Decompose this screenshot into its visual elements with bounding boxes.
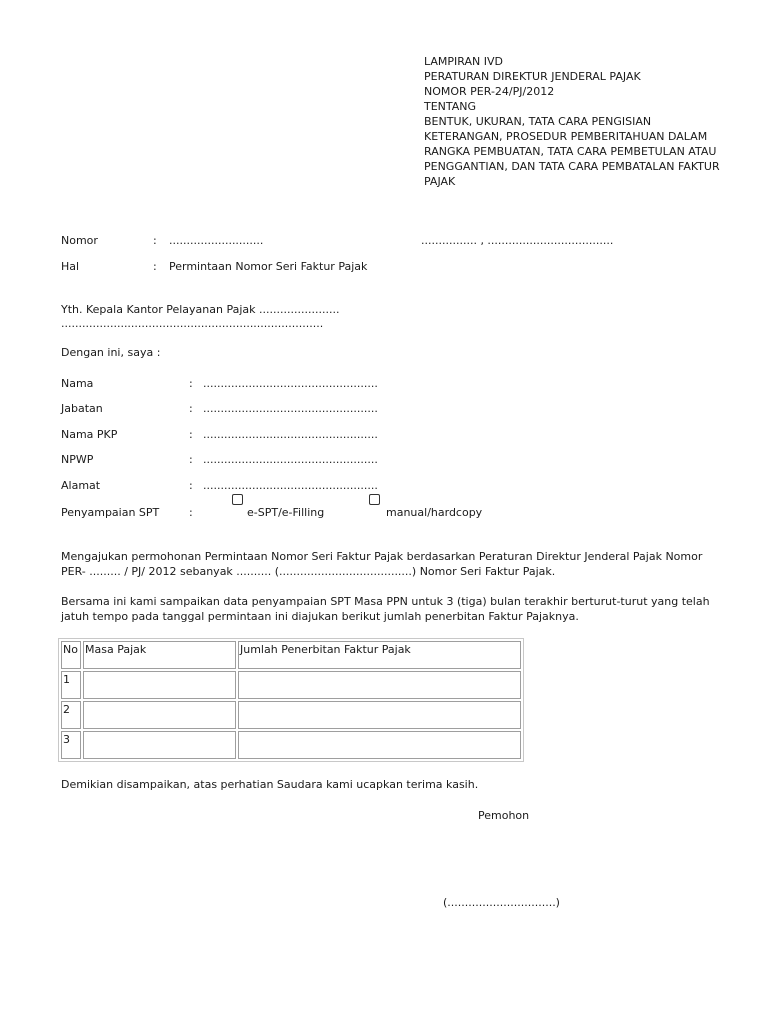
field-label: Jabatan <box>61 402 103 415</box>
header-line: PAJAK <box>424 175 456 188</box>
signature-name-placeholder: (...............................) <box>443 896 560 909</box>
header-cell-jumlah: Jumlah Penerbitan Faktur Pajak <box>238 641 521 669</box>
field-value: .................................................. <box>203 377 378 390</box>
field-label: Nama PKP <box>61 428 118 441</box>
table-row <box>61 731 521 759</box>
table-row <box>61 701 521 729</box>
hal-colon: : <box>153 260 157 273</box>
row-no-cell: 2 <box>61 701 81 729</box>
jumlah-cell[interactable] <box>238 731 521 759</box>
field-value: .................................................. <box>203 453 378 466</box>
intro-text: Dengan ini, saya : <box>61 346 161 359</box>
header-line: PENGGANTIAN, DAN TATA CARA PEMBATALAN FAKTUR <box>424 160 720 173</box>
manual-option-label: manual/hardcopy <box>386 506 483 519</box>
recipient-line: Yth. Kepala Kantor Pelayanan Pajak ....................... <box>61 303 340 316</box>
row-no-cell: 1 <box>61 671 81 699</box>
masa-cell[interactable] <box>83 731 236 759</box>
field-colon: : <box>189 428 193 441</box>
header-line: TENTANG <box>424 100 477 113</box>
espt-checkbox[interactable] <box>232 494 243 505</box>
field-colon: : <box>189 453 193 466</box>
field-colon: : <box>189 479 193 492</box>
field-label: Alamat <box>61 479 101 492</box>
closing-text: Demikian disampaikan, atas perhatian Saudara kami ucapkan terima kasih. <box>61 778 479 791</box>
header-line: PERATURAN DIREKTUR JENDERAL PAJAK <box>424 70 641 83</box>
header-line: LAMPIRAN IVD <box>424 55 503 68</box>
hal-label: Hal <box>61 260 80 273</box>
jumlah-cell[interactable] <box>238 671 521 699</box>
faktur-table <box>58 638 524 762</box>
hal-value: Permintaan Nomor Seri Faktur Pajak <box>169 260 368 273</box>
spt-label: Penyampaian SPT <box>61 506 160 519</box>
table-row <box>61 671 521 699</box>
masa-cell[interactable] <box>83 701 236 729</box>
place-date: ................ , .................................... <box>421 234 614 247</box>
header-line: BENTUK, UKURAN, TATA CARA PENGISIAN <box>424 115 652 128</box>
masa-cell[interactable] <box>83 671 236 699</box>
header-line: RANGKA PEMBUATAN, TATA CARA PEMBETULAN ATAU <box>424 145 717 158</box>
nomor-label: Nomor <box>61 234 98 247</box>
signature-title: Pemohon <box>478 809 530 822</box>
field-colon: : <box>189 402 193 415</box>
header-block <box>424 54 754 189</box>
header-line: NOMOR PER-24/PJ/2012 <box>424 85 555 98</box>
nomor-value: ........................... <box>169 234 264 247</box>
request-paragraph: Mengajukan permohonan Permintaan Nomor Seri Faktur Pajak berdasarkan Peraturan Direktur Jenderal Pajak Nomor PER- ......... / PJ/ 2012 sebanyak .......... (......................................) Nomor Seri Faktur Pajak. <box>61 550 703 578</box>
header-cell-no: No <box>61 641 81 669</box>
field-value: .................................................. <box>203 428 378 441</box>
row-no-cell: 3 <box>61 731 81 759</box>
field-label: Nama <box>61 377 94 390</box>
field-value: .................................................. <box>203 402 378 415</box>
nomor-colon: : <box>153 234 157 247</box>
table-header-row <box>61 641 521 669</box>
jumlah-cell[interactable] <box>238 701 521 729</box>
header-line: KETERANGAN, PROSEDUR PEMBERITAHUAN DALAM <box>424 130 708 143</box>
field-colon: : <box>189 377 193 390</box>
field-label: NPWP <box>61 453 94 466</box>
spt-colon: : <box>189 506 193 519</box>
header-cell-masa: Masa Pajak <box>83 641 236 669</box>
spt-data-paragraph: Bersama ini kami sampaikan data penyampaian SPT Masa PPN untuk 3 (tiga) bulan terakhir berturut-turut yang telah jatuh tempo pada tanggal permintaan ini diajukan berikut jumlah penerbitan Faktur Pajaknya. <box>61 595 710 623</box>
recipient-line: ........................................................................... <box>61 317 324 330</box>
espt-option-label: e-SPT/e-Filling <box>247 506 325 519</box>
manual-checkbox[interactable] <box>369 494 380 505</box>
field-value: .................................................. <box>203 479 378 492</box>
